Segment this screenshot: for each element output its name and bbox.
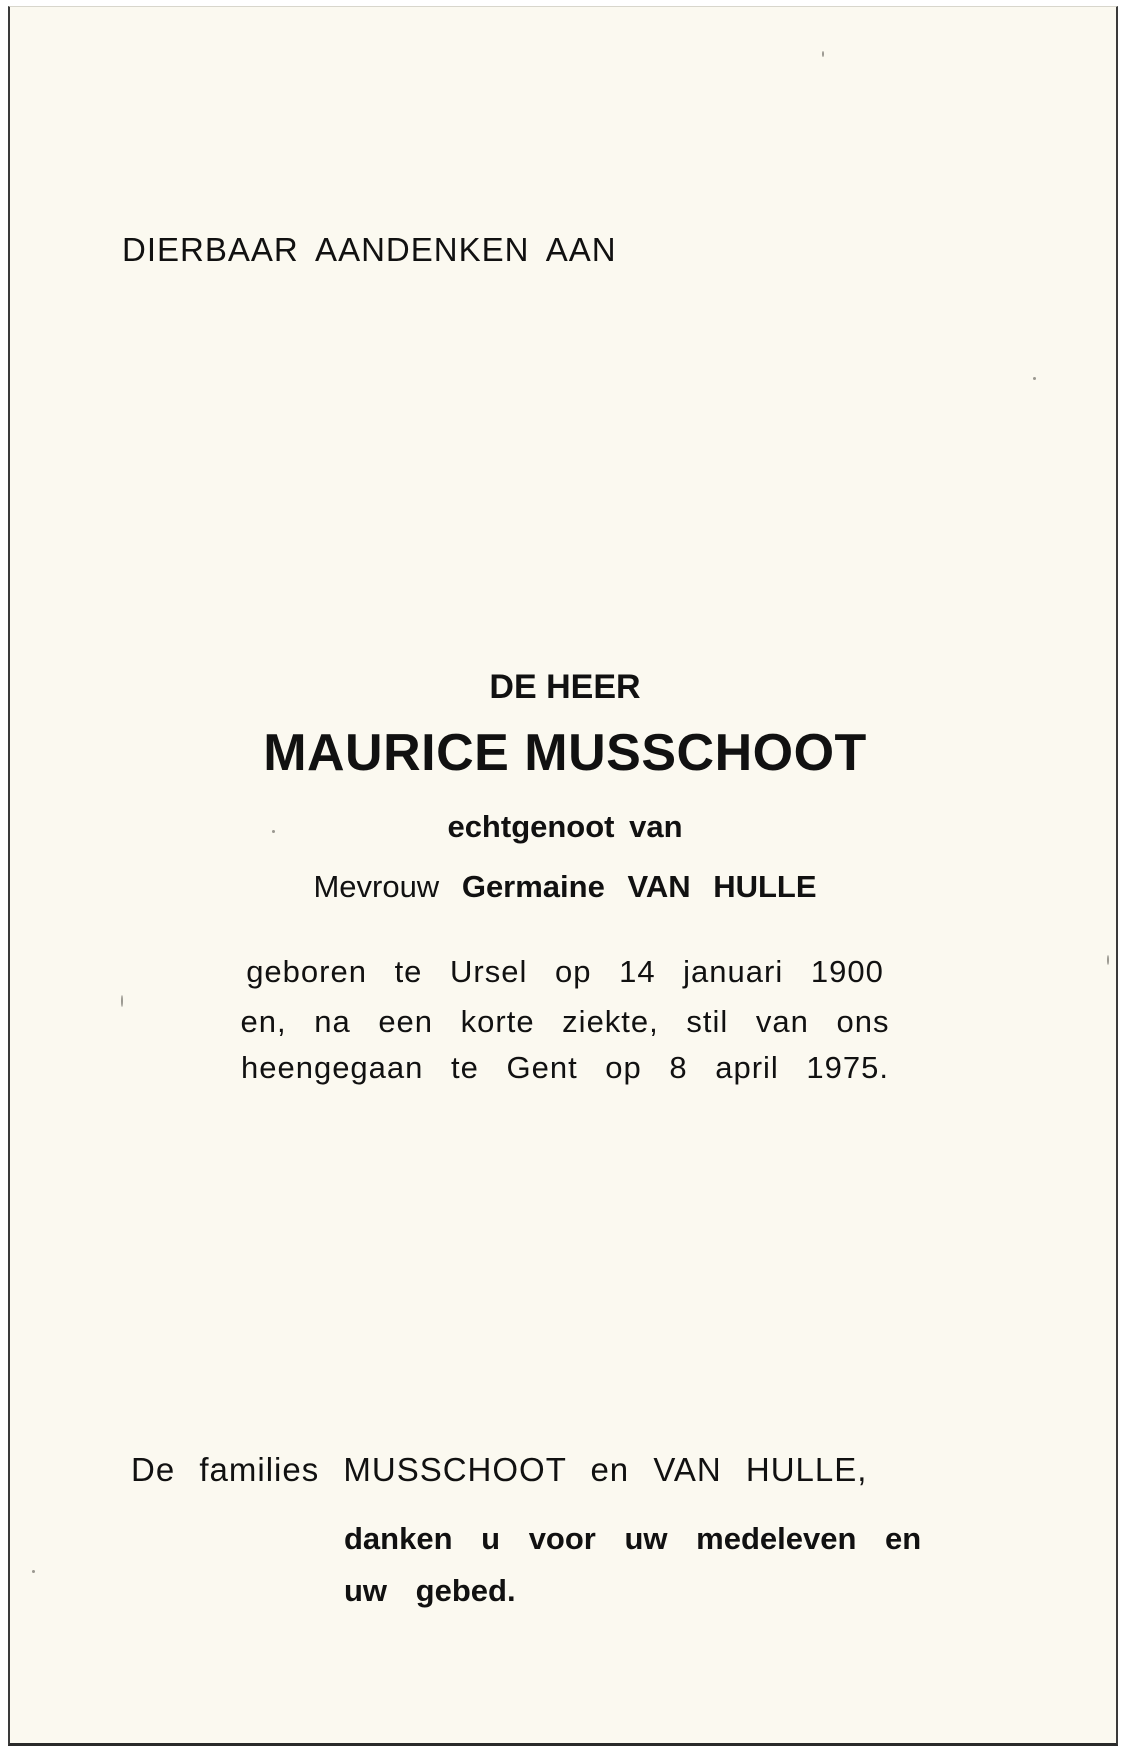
paper-speck	[121, 995, 123, 1007]
paper-speck	[272, 830, 275, 833]
spouse-name: Germaine VAN HULLE	[461, 869, 817, 904]
paper-speck	[32, 1570, 35, 1573]
bio-line-3: heengegaan te Gent op 8 april 1975.	[240, 1050, 890, 1085]
bio-line-1: geboren te Ursel op 14 januari 1900	[246, 954, 884, 989]
thanks-line-2: uw gebed.	[344, 1573, 516, 1608]
memorial-header: DIERBAAR AANDENKEN AAN	[122, 231, 617, 268]
spouse-title: Mevrouw	[313, 869, 440, 904]
memorial-card	[8, 6, 1118, 1746]
title-prefix: DE HEER	[489, 668, 641, 706]
spouse-relation: echtgenoot van	[447, 809, 683, 844]
paper-speck	[822, 51, 824, 57]
spouse-line	[10, 871, 1120, 902]
thanks-line-1: danken u voor uw medeleven en	[344, 1521, 922, 1556]
paper-speck	[1033, 377, 1036, 380]
paper-speck	[1107, 955, 1109, 965]
bio-line-2: en, na een korte ziekte, stil van ons	[240, 1004, 890, 1039]
families-line: De families MUSSCHOOT en VAN HULLE,	[131, 1451, 868, 1488]
deceased-name: MAURICE MUSSCHOOT	[263, 724, 867, 782]
